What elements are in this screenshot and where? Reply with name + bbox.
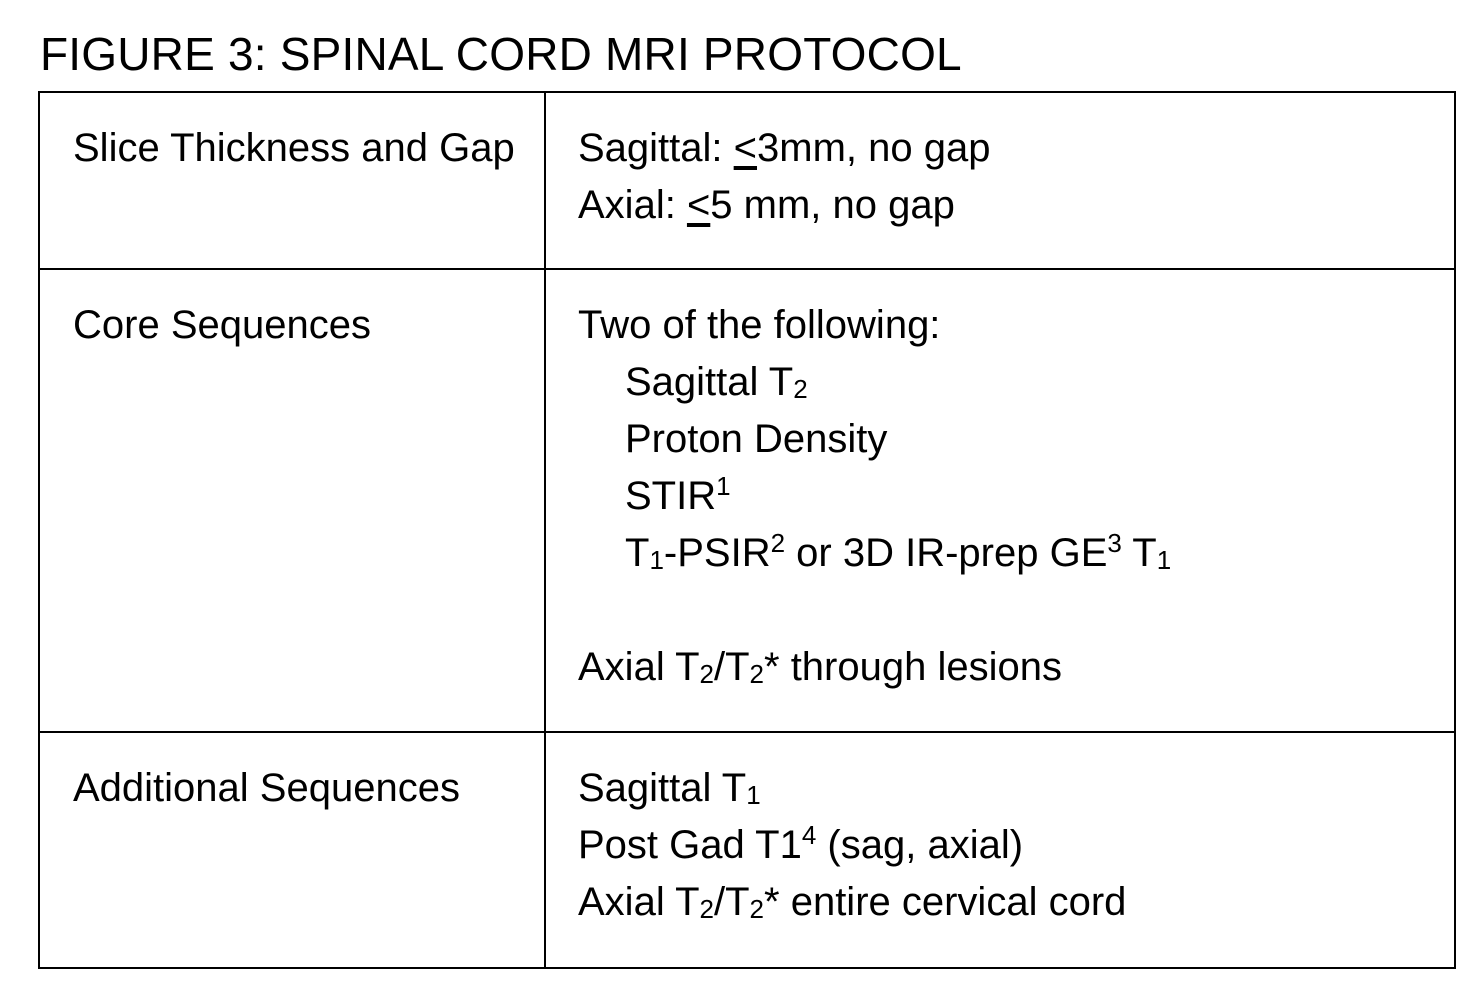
spacer	[578, 582, 1444, 639]
row-label-core-sequences: Core Sequences	[39, 269, 545, 732]
row-value-core-sequences	[545, 269, 1455, 732]
table-row-additional-sequences	[39, 732, 1455, 968]
row-value-slice-thickness	[545, 92, 1455, 269]
protocol-table	[38, 91, 1456, 969]
option-t1-psir: $T_1-PSIR^2$ or 3D IR-prep $GE^3$ $T_1$	[625, 528, 1172, 575]
option-proton-density: Proton Density	[625, 417, 888, 461]
row-value-additional-sequences	[545, 732, 1455, 968]
option-sagittal-t2: Sagittal $T_2$	[625, 360, 808, 404]
figure-title: FIGURE 3: SPINAL CORD MRI PROTOCOL	[40, 28, 962, 80]
row-label-additional-sequences: Additional Sequences	[39, 732, 545, 968]
row-label-slice-thickness: Slice Thickness and Gap	[39, 92, 545, 269]
table-row-slice-thickness	[39, 92, 1455, 269]
table-row-core-sequences	[39, 269, 1455, 732]
axial-through-lesions: Axial $T_2/T_2*$ through lesions	[578, 645, 1062, 689]
post-gad-t1: Post Gad $T1^4$ (sag, axial)	[578, 820, 1024, 867]
sagittal-thickness: Sagittal: <3mm, no gap	[578, 126, 991, 170]
axial-entire-cervical-cord: Axial $T_2/T_2*$ entire cervical cord	[578, 880, 1127, 924]
axial-thickness: Axial: <5 mm, no gap	[578, 183, 955, 227]
sagittal-t1: Sagittal $T_1$	[578, 766, 761, 810]
option-stir: STIR$^1$	[625, 471, 731, 518]
core-intro: Two of the following:	[578, 303, 941, 347]
